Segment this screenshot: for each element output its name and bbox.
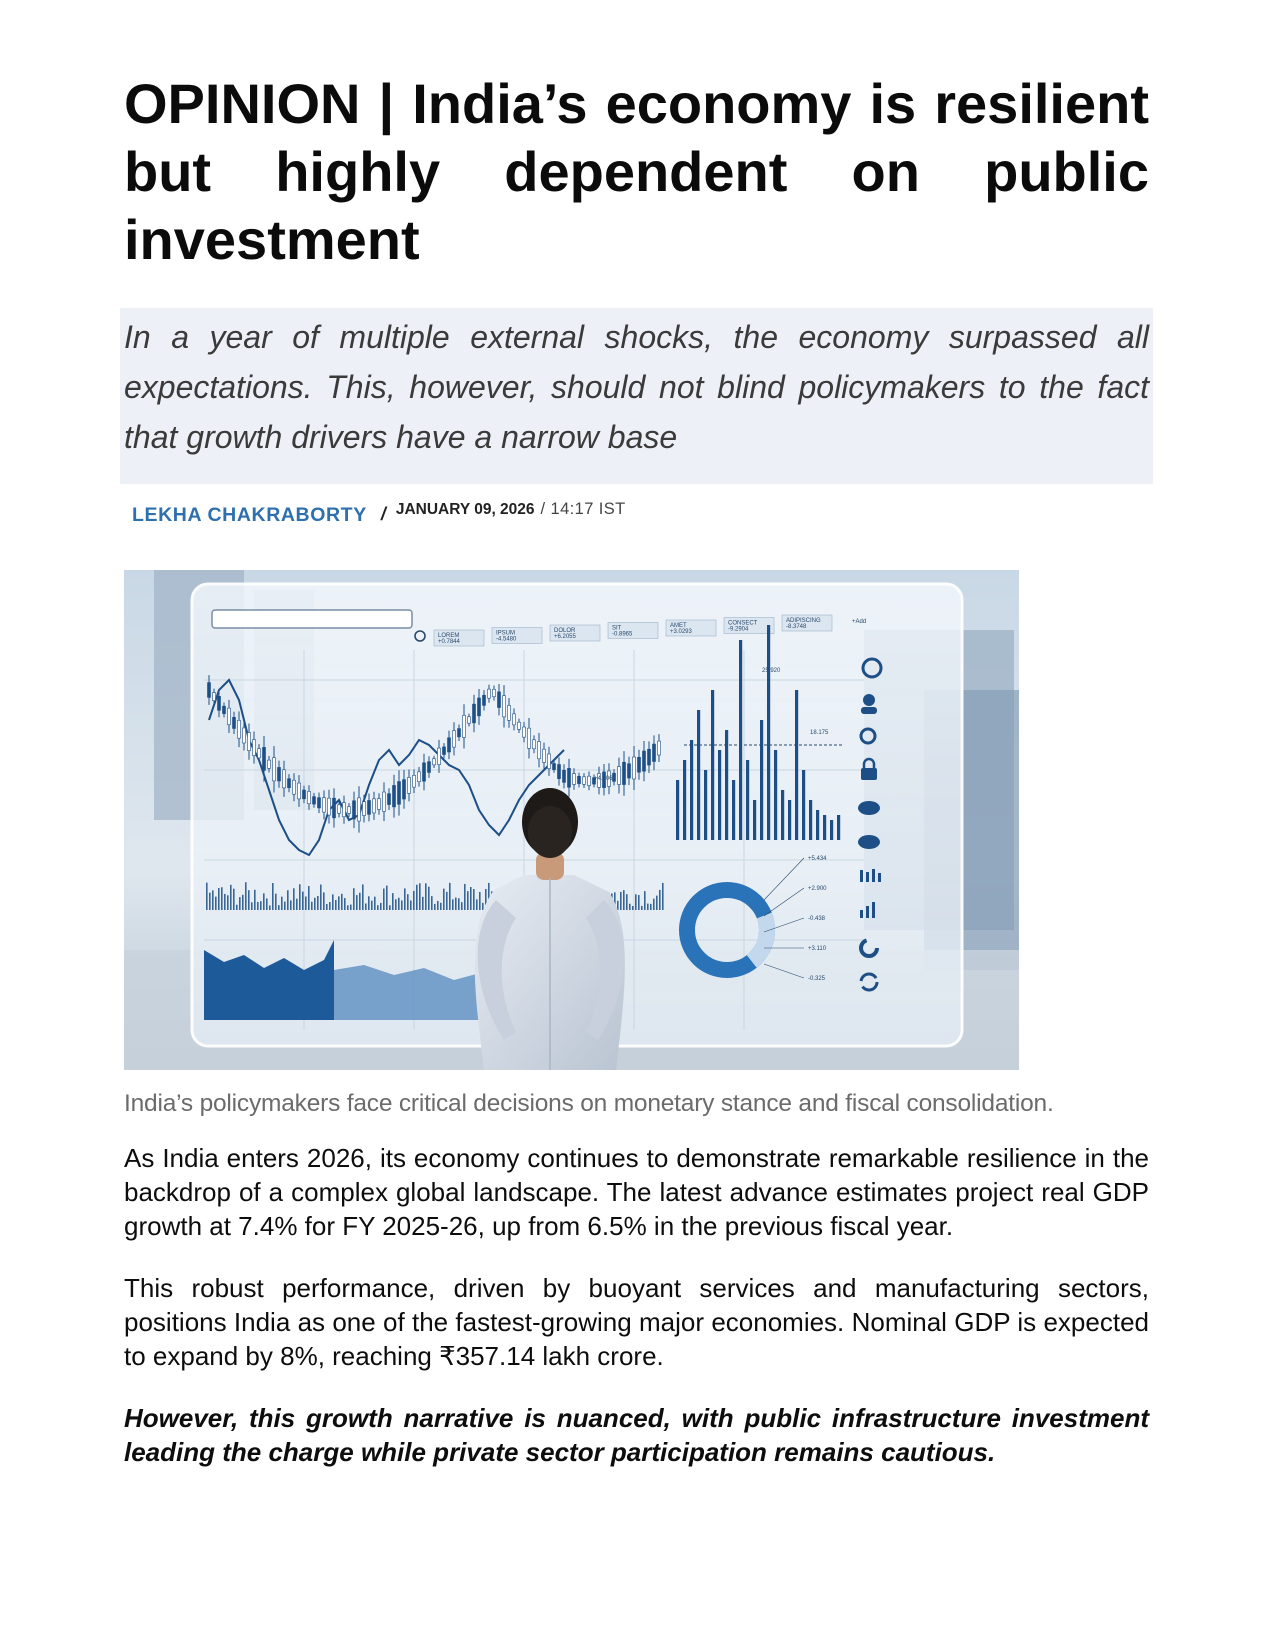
volume-bar <box>359 893 361 910</box>
article <box>124 70 1149 1469</box>
volume-bar <box>626 894 628 910</box>
candle-body <box>638 757 641 772</box>
bar-chart-bar <box>837 815 840 840</box>
hero-image <box>124 570 1019 1070</box>
candle-body <box>478 698 481 716</box>
bar-chart-bar <box>774 750 777 840</box>
bar-ref-value: 18.175 <box>810 730 829 736</box>
volume-bar <box>404 888 406 910</box>
candle-body <box>238 720 241 738</box>
volume-bar <box>356 895 358 910</box>
ticker-value: +3.0293 <box>670 629 692 635</box>
volume-bar <box>329 902 331 910</box>
volume-bar <box>245 882 247 910</box>
volume-bar <box>638 895 640 910</box>
candle-body <box>563 770 566 782</box>
candle-body <box>268 760 271 768</box>
candle-body <box>483 695 486 705</box>
bar-chart-bar <box>823 815 826 840</box>
bar-chart-bar <box>809 800 812 840</box>
volume-bar <box>467 891 469 910</box>
candle-body <box>333 798 336 818</box>
candle-body <box>313 797 316 804</box>
candle-body <box>398 782 401 805</box>
candle-body <box>428 762 431 773</box>
volume-bar <box>278 905 280 910</box>
volume-bar <box>371 901 373 910</box>
candle-body <box>433 759 436 765</box>
candle-body <box>523 727 526 737</box>
candle-body <box>298 783 301 799</box>
volume-bar <box>350 905 352 910</box>
volume-bar <box>632 906 634 910</box>
candle-body <box>533 740 536 749</box>
volume-bar <box>215 897 217 910</box>
candle-body <box>358 798 361 821</box>
volume-bar <box>410 900 412 910</box>
volume-bar <box>377 905 379 910</box>
volume-bar <box>656 896 658 910</box>
candle-body <box>228 708 231 725</box>
volume-bar <box>647 904 649 910</box>
candle-body <box>263 747 266 770</box>
bar-chart-bar <box>760 720 763 840</box>
candle-body <box>573 774 576 785</box>
volume-bar <box>383 889 385 910</box>
volume-bar <box>290 900 292 910</box>
volume-bar <box>257 902 259 910</box>
volume-bar <box>392 893 394 910</box>
donut-value: +3.110 <box>808 946 827 952</box>
ticker-name: ADIPISCING <box>786 618 821 624</box>
volume-bar <box>368 896 370 910</box>
candle-body <box>318 798 321 808</box>
volume-bar <box>233 889 235 910</box>
volume-bar <box>263 893 265 910</box>
volume-bar <box>284 902 286 910</box>
candle-body <box>508 705 511 720</box>
volume-bar <box>293 888 295 910</box>
volume-bar <box>659 890 661 910</box>
volume-bar <box>464 884 466 910</box>
cloud-download-icon <box>858 835 880 849</box>
volume-bar <box>398 898 400 910</box>
candle-body <box>568 768 571 787</box>
volume-bar <box>353 888 355 910</box>
candle-body <box>538 742 541 759</box>
candle-body <box>468 717 471 723</box>
body-paragraph: As India enters 2026, its economy continues to demonstrate remarkable resilience in the backdrop of a complex global landscape. The latest advance estimates project real GDP growth at 7.4% for FY 2025-26, up from 6.5% in the previous fiscal year. <box>124 1143 1149 1241</box>
volume-bar <box>296 899 298 910</box>
candle-body <box>248 733 251 751</box>
candle-body <box>378 799 381 810</box>
candle-body <box>493 689 496 696</box>
bar-chart-bar <box>704 770 707 840</box>
bar-chart-bar <box>781 790 784 840</box>
volume-bar <box>440 903 442 910</box>
volume-bar <box>431 896 433 910</box>
volume-bar <box>227 895 229 910</box>
candle-body <box>343 803 346 817</box>
volume-bar <box>272 883 274 910</box>
candle-body <box>448 738 451 752</box>
volume-bar <box>314 898 316 910</box>
candle-body <box>513 714 516 725</box>
volume-bar <box>344 898 346 910</box>
bar-chart-icon <box>860 910 863 918</box>
volume-bar <box>287 890 289 910</box>
ticker-value: -9.2904 <box>728 626 749 633</box>
donut-value: -0.325 <box>808 976 826 982</box>
candle-body <box>443 747 446 755</box>
volume-bar <box>341 894 343 910</box>
bar-chart-bar <box>767 625 770 840</box>
bar-chart-bar <box>739 640 742 840</box>
candle-annotation: +4.006 <box>594 776 613 782</box>
volume-bar <box>212 890 214 910</box>
volume-bar <box>617 901 619 910</box>
candle-body <box>558 764 561 778</box>
volume-bar <box>461 902 463 910</box>
ticker-name: LOREM <box>438 633 460 639</box>
volume-bar <box>419 883 421 910</box>
volume-bar <box>623 890 625 910</box>
volume-bar <box>416 885 418 910</box>
candle-body <box>413 775 416 787</box>
volume-bar <box>635 894 637 910</box>
candle-body <box>403 780 406 799</box>
candle-body <box>453 731 456 748</box>
volume-bar <box>269 905 271 910</box>
volume-bar <box>395 899 397 910</box>
volume-bar <box>242 895 244 910</box>
candle-body <box>353 801 356 819</box>
candle-body <box>253 739 256 755</box>
volume-bar <box>281 897 283 910</box>
candle-body <box>383 792 386 811</box>
add-label: +Add <box>852 619 867 625</box>
volume-bar <box>479 892 481 910</box>
volume-bar <box>434 904 436 910</box>
volume-bar <box>455 898 457 910</box>
candle-body <box>543 749 546 762</box>
candle-body <box>498 692 501 708</box>
candle-body <box>438 748 441 765</box>
standfirst-box <box>120 308 1153 484</box>
candle-body <box>408 777 411 793</box>
article-headline: OPINION | India’s economy is resilient but highly dependent on public investment <box>124 72 1149 271</box>
bar-chart-bar <box>725 730 728 840</box>
candle-body <box>418 772 421 782</box>
volume-bar <box>335 900 337 910</box>
body-paragraph: This robust performance, driven by buoyant services and manufacturing sectors, positions India as one of the fastest-growing major economies. Nominal GDP is expected to expand by 8%, reaching ₹357.14 lakh crore. <box>124 1273 1149 1371</box>
candle-body <box>623 762 626 784</box>
ticker-value: -8.3748 <box>786 624 807 630</box>
volume-bar <box>458 898 460 910</box>
candle-body <box>308 791 311 803</box>
volume-bar <box>362 884 364 910</box>
candle-body <box>658 741 661 755</box>
candle-body <box>643 751 646 771</box>
volume-bar <box>218 888 220 910</box>
volume-bar <box>248 890 250 910</box>
bar-top-value: 25.920 <box>762 668 781 674</box>
candle-body <box>393 785 396 806</box>
volume-bar <box>653 899 655 910</box>
candle-body <box>373 799 376 813</box>
volume-bar <box>236 905 238 910</box>
volume-bar <box>308 886 310 910</box>
candle-body <box>293 780 296 794</box>
bar-chart-bar <box>788 800 791 840</box>
candle-body <box>488 689 491 698</box>
candle-body <box>278 767 281 781</box>
candle-body <box>583 777 586 784</box>
volume-bar <box>422 897 424 910</box>
volume-bar <box>437 901 439 910</box>
bar-chart-bar <box>683 760 686 840</box>
candle-body <box>628 764 631 778</box>
candle-body <box>368 800 371 814</box>
lock-icon <box>861 768 877 780</box>
volume-bar <box>629 904 631 910</box>
byline-separator: / <box>380 504 386 524</box>
volume-bar <box>443 889 445 910</box>
candle-body <box>618 767 621 785</box>
candle-body <box>323 798 326 812</box>
bar-chart-bar <box>753 800 756 840</box>
ticker-name: CONSECT <box>728 620 758 627</box>
bar-chart-bar <box>746 760 749 840</box>
ticker-value: +6.2055 <box>554 634 576 640</box>
candle-body <box>363 802 366 816</box>
volume-bar <box>323 892 325 910</box>
byline <box>124 500 1149 528</box>
volume-bar <box>305 897 307 910</box>
volume-bar <box>266 898 268 910</box>
candle-body <box>463 715 466 737</box>
publish-time: / 14:17 IST <box>540 500 626 518</box>
volume-bar <box>302 892 304 910</box>
volume-bar <box>251 902 253 910</box>
volume-bar <box>230 885 232 910</box>
candle-body <box>548 754 551 769</box>
bar-chart-bar <box>732 780 735 840</box>
volume-bar <box>476 899 478 910</box>
candle-body <box>553 763 556 769</box>
donut-value: -0.438 <box>808 916 826 922</box>
volume-bar <box>662 883 664 910</box>
bar-chart-bar <box>795 690 798 840</box>
volume-bar <box>482 903 484 910</box>
volume-bar <box>644 891 646 910</box>
volume-bar <box>452 899 454 910</box>
candle-body <box>328 798 331 815</box>
bar-chart-bar <box>690 740 693 840</box>
volume-bar <box>347 905 349 910</box>
volume-bar <box>299 884 301 910</box>
candle-body <box>613 773 616 781</box>
publish-date: JANUARY 09, 2026 <box>395 501 535 518</box>
volume-bar <box>311 902 313 910</box>
bar-chart-bar <box>802 770 805 840</box>
volume-bar <box>641 906 643 910</box>
image-caption: India’s policymakers face critical decisions on monetary stance and fiscal consolidation. <box>124 1090 1054 1117</box>
candle-body <box>458 729 461 737</box>
candle-body <box>588 776 591 785</box>
volume-bar <box>425 883 427 910</box>
bar-chart-bar <box>697 710 700 840</box>
volume-bar <box>401 900 403 910</box>
candle-body <box>213 693 216 701</box>
cloud-upload-icon <box>858 801 880 815</box>
volume-bar <box>374 897 376 910</box>
ticker-value: -0.8965 <box>612 631 633 638</box>
equalizer-icon <box>860 870 863 882</box>
candle-body <box>273 758 276 781</box>
candle-body <box>303 790 306 799</box>
ticker-name: IPSUM <box>496 630 516 637</box>
volume-bar <box>209 893 211 910</box>
volume-bar <box>473 889 475 910</box>
ticker-name: DOLOR <box>554 628 576 634</box>
candle-body <box>348 807 351 814</box>
emphasis-paragraph: However, this growth narrative is nuanced, with public infrastructure investment leading the charge while private sector participation remains cautious. <box>124 1403 1149 1467</box>
candle-body <box>218 696 221 710</box>
article-standfirst: In a year of multiple external shocks, the economy surpassed all expectations. This, however, should not blind policymakers to the fact that growth drivers have a narrow base <box>124 319 1149 455</box>
volume-bar <box>446 892 448 910</box>
bar-chart-bar <box>830 820 833 840</box>
candle-body <box>653 744 656 761</box>
candle-body <box>473 704 476 723</box>
ticker-name: SIT <box>612 625 622 632</box>
bar-chart-bar <box>718 750 721 840</box>
volume-bar <box>407 894 409 910</box>
candle-body <box>258 749 261 758</box>
volume-bar <box>650 904 652 910</box>
volume-bar <box>275 894 277 910</box>
volume-bar <box>326 904 328 910</box>
author-link[interactable]: LEKHA CHAKRABORTY <box>132 504 367 526</box>
volume-bar <box>380 903 382 910</box>
ticker-value: +0.7844 <box>438 639 460 645</box>
candle-body <box>233 717 236 728</box>
candle-body <box>528 728 531 748</box>
bar-chart-bar <box>676 780 679 840</box>
volume-bar <box>254 890 256 910</box>
volume-bar <box>449 883 451 910</box>
candle-body <box>423 763 426 781</box>
volume-bar <box>260 901 262 910</box>
volume-bar <box>365 903 367 910</box>
volume-bar <box>224 894 226 910</box>
candle-body <box>518 722 521 729</box>
volume-bar <box>338 896 340 910</box>
candle-body <box>578 776 581 783</box>
volume-bar <box>221 887 223 910</box>
volume-bar <box>428 887 430 910</box>
volume-bar <box>239 897 241 910</box>
bar-chart-bar <box>816 810 819 840</box>
candle-body <box>223 706 226 713</box>
user-icon <box>863 694 875 706</box>
donut-value: +2.900 <box>808 886 827 892</box>
ticker-name: AMET <box>670 623 687 629</box>
candle-body <box>648 749 651 765</box>
volume-bar <box>413 891 415 910</box>
volume-bar <box>386 886 388 910</box>
volume-bar <box>620 892 622 910</box>
volume-bar <box>470 887 472 910</box>
volume-bar <box>206 883 208 910</box>
candle-body <box>208 683 211 698</box>
bar-chart-bar <box>711 690 714 840</box>
ticker-value: -4.5480 <box>496 636 517 643</box>
candle-body <box>288 779 291 788</box>
candle-body <box>503 696 506 717</box>
search-bar-graphic <box>212 610 412 628</box>
candle-body <box>338 805 341 813</box>
candle-body <box>633 757 636 779</box>
candle-body <box>283 770 286 788</box>
candle-body <box>388 794 391 805</box>
volume-bar <box>320 885 322 910</box>
volume-bar <box>317 896 319 910</box>
volume-bar <box>332 894 334 910</box>
candle-body <box>243 728 246 743</box>
volume-bar <box>389 905 391 910</box>
donut-value: +5.434 <box>808 856 827 862</box>
